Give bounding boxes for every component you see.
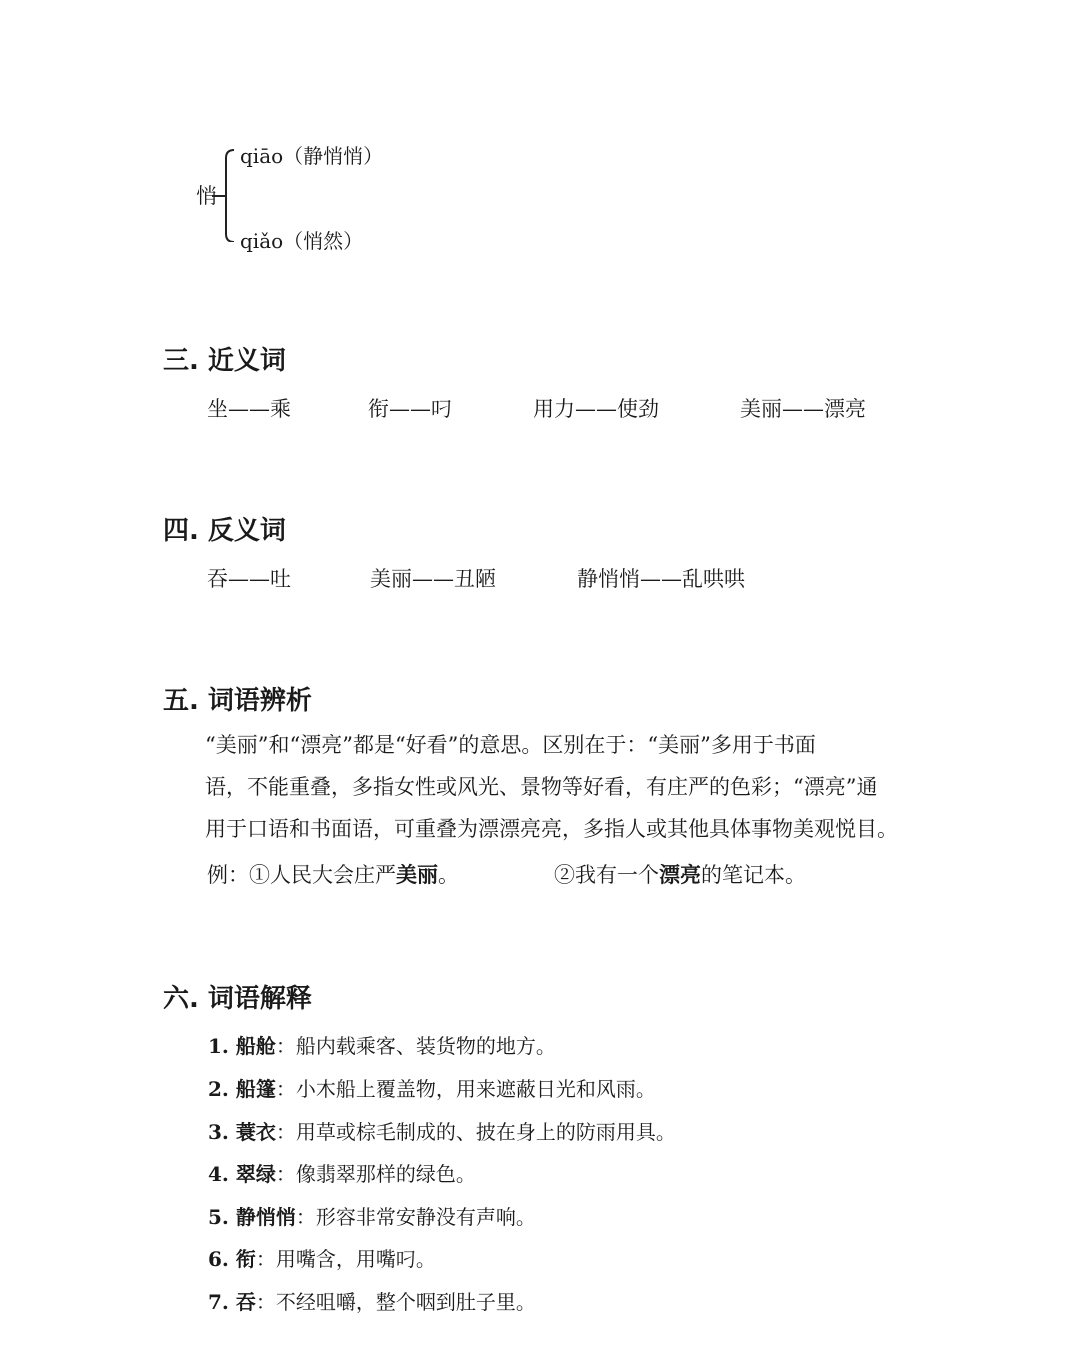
definition-text: ：形容非常安静没有声响。 [295, 1205, 536, 1229]
definition-term: 5. 静悄悄 [208, 1205, 296, 1229]
reading-qiao-1: qiāo（静悄悄） [240, 144, 384, 168]
definition-text: ：用草或棕毛制成的、披在身上的防雨用具。 [275, 1120, 676, 1144]
example-1-keyword: 美丽 [396, 862, 438, 887]
example-2 [554, 859, 806, 889]
example-2-prefix: ②我有一个 [554, 863, 659, 887]
example-2-keyword: 漂亮 [659, 862, 701, 887]
synonym-pair: 用力——使劲 [533, 397, 659, 421]
synonym-pair: 美丽——漂亮 [740, 397, 866, 421]
definition-item [208, 1286, 536, 1315]
analysis-line: 语，不能重叠，多指女性或风光、景物等好看，有庄严的色彩；“漂亮”通 [205, 775, 878, 799]
analysis-paragraph [205, 724, 925, 850]
example-2-suffix: 的笔记本。 [701, 863, 806, 887]
analysis-line: 用于口语和书面语，可重叠为漂漂亮亮，多指人或其他具体事物美观悦目。 [205, 817, 898, 841]
example-1-prefix: 例：①人民大会庄严 [207, 863, 396, 887]
analysis-line: “美丽”和“漂亮”都是“好看”的意思。区别在于：“美丽”多用于书面 [205, 733, 816, 757]
definition-text: ：像翡翠那样的绿色。 [275, 1162, 476, 1186]
definition-term: 4. 翠绿 [208, 1162, 276, 1186]
definition-term: 1. 船舱 [208, 1034, 276, 1058]
synonym-pair: 坐——乘 [207, 397, 291, 421]
definition-term: 2. 船篷 [208, 1077, 276, 1101]
polyphone-character: 悄 [196, 184, 217, 208]
section-title-synonyms: 三. 近义词 [163, 346, 286, 376]
definition-item [208, 1030, 556, 1059]
definition-text: ：不经咀嚼，整个咽到肚子里。 [255, 1290, 536, 1314]
definition-item [208, 1201, 536, 1230]
bracket-connector [212, 146, 240, 242]
definition-text: ：小木船上覆盖物，用来遮蔽日光和风雨。 [275, 1077, 656, 1101]
definition-item [208, 1116, 676, 1145]
definition-item [208, 1243, 436, 1272]
definition-item [208, 1073, 656, 1102]
definition-term: 3. 蓑衣 [208, 1120, 276, 1144]
reading-qiao-3: qiǎo（悄然） [240, 229, 364, 253]
definition-text: ：船内载乘客、装货物的地方。 [275, 1034, 556, 1058]
section-title-analysis: 五. 词语辨析 [163, 686, 312, 716]
synonym-pair: 衔——叼 [368, 397, 452, 421]
section-title-definitions: 六. 词语解释 [163, 984, 312, 1014]
example-1-suffix: 。 [438, 863, 459, 887]
section-title-antonyms: 四. 反义词 [163, 516, 286, 546]
definition-term: 7. 吞 [208, 1290, 256, 1314]
antonym-pair: 静悄悄——乱哄哄 [577, 567, 745, 591]
example-1 [207, 859, 459, 889]
definition-item [208, 1158, 476, 1187]
antonym-pair: 吞——吐 [207, 567, 291, 591]
definition-text: ：用嘴含，用嘴叼。 [255, 1247, 436, 1271]
antonym-pair: 美丽——丑陋 [370, 567, 496, 591]
definition-term: 6. 衔 [208, 1247, 256, 1271]
